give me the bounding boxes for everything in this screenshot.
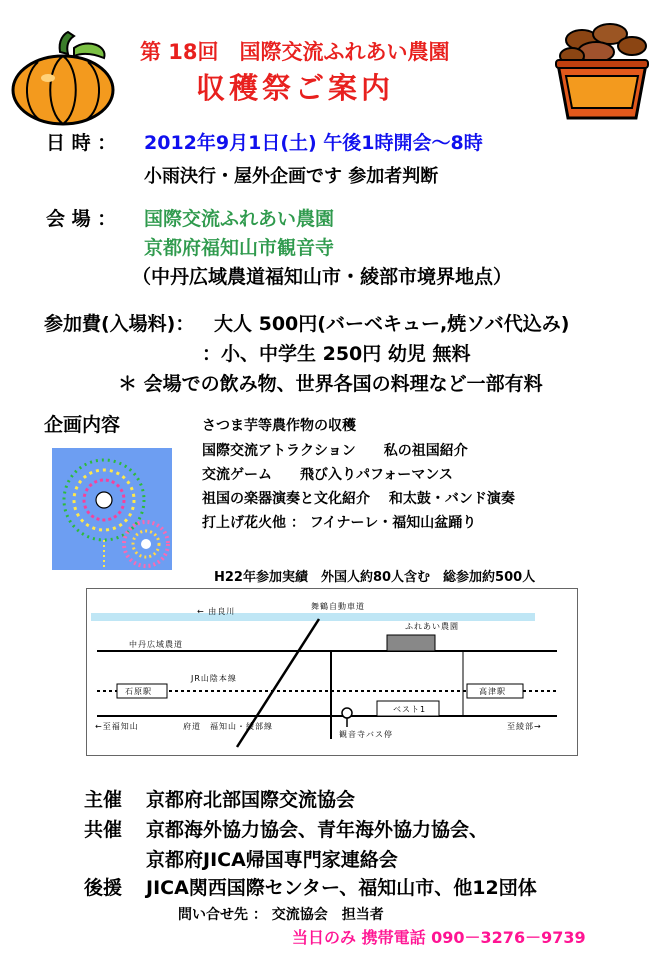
program-heading: 企画内容 bbox=[44, 414, 121, 436]
datetime-value: 2012年9月1日(土) 午後1時開会～8時 bbox=[144, 132, 483, 154]
venue-address: 京都府福知山市観音寺 bbox=[144, 237, 335, 259]
program-item-harvest: さつま芋等農作物の収穫 bbox=[202, 418, 356, 434]
fee-adult: 大人 500円(バーベキュー,焼ソバ代込み) bbox=[214, 313, 570, 335]
datetime-label: 日 時 ： bbox=[46, 132, 117, 154]
co-host-line2: 京都府JICA帰国専門家連絡会 bbox=[146, 849, 398, 871]
program-item-attraction: 国際交流アトラクション 私の祖国紹介 bbox=[202, 443, 468, 459]
map-to-right: 至綾部→ bbox=[507, 722, 542, 731]
map-highway-label: 舞鶴自動車道 bbox=[311, 602, 365, 611]
pumpkin-icon bbox=[8, 28, 118, 128]
map-store-label: ベスト1 bbox=[393, 705, 427, 714]
map-to-left: ←至福知山 bbox=[95, 722, 139, 731]
map-lines bbox=[87, 589, 577, 755]
support-label: 後援 bbox=[84, 877, 123, 899]
access-map bbox=[86, 588, 578, 756]
fireworks-icon bbox=[52, 448, 172, 570]
map-bus-stop-label: 観音寺バス停 bbox=[339, 730, 393, 739]
fee-child: ：小、中学生 250円 幼児 無料 bbox=[202, 343, 471, 365]
venue-label: 会 場 ： bbox=[46, 208, 117, 230]
datetime-note: 小雨決行・屋外企画です 参加者判断 bbox=[144, 166, 439, 187]
co-host-label: 共催 bbox=[84, 819, 123, 841]
co-host-line1: 京都海外協力協会、青年海外協力協会、 bbox=[146, 819, 489, 841]
host-label: 主催 bbox=[84, 789, 123, 811]
program-item-music: 祖国の楽器演奏と文化紹介 和太鼓・バンド演奏 bbox=[202, 491, 515, 507]
phone-text: 当日のみ 携帯電話 090－3276－9739 bbox=[292, 928, 586, 947]
title-line2: 収穫祭ご案内 bbox=[196, 71, 395, 105]
participation-record: H22年参加実績 外国人約80人含む 総参加約500人 bbox=[214, 570, 536, 585]
map-rail-label: JR山陰本線 bbox=[191, 674, 237, 683]
support-name: JICA関西国際センター、福知山市、他12団体 bbox=[146, 877, 537, 899]
map-farm-road-label: 中丹広域農道 bbox=[129, 640, 183, 649]
map-station-right: 高津駅 bbox=[479, 687, 506, 696]
map-station-left: 石原駅 bbox=[125, 687, 152, 696]
program-item-fireworks: 打上げ花火他 ： フイナーレ・福知山盆踊り bbox=[202, 515, 477, 531]
program-item-games: 交流ゲーム 飛び入りパフォーマンス bbox=[202, 467, 453, 483]
venue-name: 国際交流ふれあい農園 bbox=[144, 208, 335, 230]
map-road-label: 府道 福知山・綾部線 bbox=[183, 722, 273, 731]
venue-detail: （中丹広域農道福知山市・綾部市境界地点） bbox=[132, 266, 513, 288]
map-farm-label: ふれあい農園 bbox=[405, 622, 459, 631]
title-line1: 第 18回 国際交流ふれあい農園 bbox=[140, 40, 450, 64]
host-name: 京都府北部国際交流協会 bbox=[146, 789, 356, 811]
fee-label: 参加費(入場料)： bbox=[44, 313, 195, 335]
sweet-potato-basket-icon bbox=[552, 14, 652, 126]
map-river-label: ← 由良川 bbox=[197, 607, 236, 616]
inquiry-text: 問い合せ先 ： 交流協会 担当者 bbox=[178, 907, 384, 923]
fee-note: ＊ 会場での飲み物、世界各国の料理など一部有料 bbox=[118, 373, 543, 395]
